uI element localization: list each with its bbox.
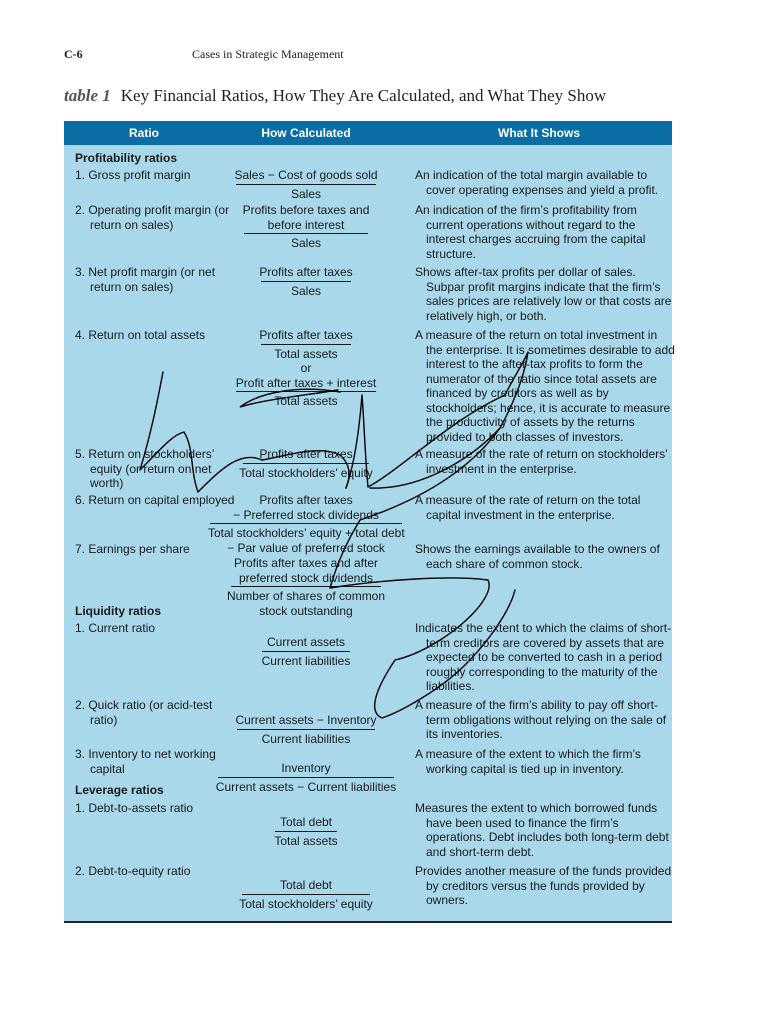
shows-net-profit-margin: Shows after-tax profits per dollar of sales. Subpar profit margins indicate that the firm’s sales prices are relatively low or that costs are relatively high, or both. (415, 265, 672, 323)
shows-gross-profit-margin: An indication of the total margin available to cover operating expenses and yield a profit. (415, 168, 659, 197)
formula-numerator: Current assets − Inventory (235, 713, 377, 727)
shows-inventory-to-working-capital: A measure of the extent to which the firm’s working capital is tied up in inventory. (415, 747, 641, 776)
ratio-quick-ratio: 2. Quick ratio (or acid-test ratio) (75, 698, 213, 727)
table-title (64, 86, 606, 106)
fraction-bar (261, 344, 351, 345)
fraction-bar (244, 233, 368, 234)
ratio-debt-to-equity: 2. Debt-to-equity ratio (75, 864, 191, 878)
section-profitability: Profitability ratios (75, 151, 178, 165)
fraction-bar (275, 831, 337, 832)
fraction-bar (236, 391, 376, 392)
fraction-bar (236, 184, 376, 185)
formula-numerator-cont: − Preferred stock dividends (233, 507, 379, 522)
formula-numerator: Profits after taxes (259, 447, 353, 461)
formula-denominator: Sales (290, 236, 322, 250)
formula-denominator: Sales (290, 283, 322, 298)
column-header-how: How Calculated (261, 126, 351, 140)
ratio-gross-profit-margin: 1. Gross profit margin (75, 168, 191, 182)
formula-denominator: Total stockholders’ equity (239, 465, 373, 480)
formula-inventory-to-working-capital (208, 761, 404, 794)
table-label: table 1 (64, 86, 111, 105)
formula-gross-profit-margin (208, 168, 404, 201)
shows-earnings-per-share: Shows the earnings available to the owners of each share of common stock. (415, 542, 660, 571)
fraction-bar (231, 586, 381, 587)
shows-return-on-equity: A measure of the rate of return on stockholders’ investment in the enterprise. (415, 447, 668, 476)
formula-numerator: Profits after taxes (259, 328, 353, 342)
shows-quick-ratio: A measure of the firm’s ability to pay off short-term obligations without relying on the sale of its inventories. (415, 698, 667, 741)
ratio-net-profit-margin: 3. Net profit margin (or net return on sales) (75, 265, 216, 294)
shows-operating-profit-margin: An indication of the firm’s profitability from current operations without regard to the interest charges accruing from the capital structure. (415, 203, 646, 261)
ratios-table (64, 121, 675, 923)
formula-denominator: Current assets − Current liabilities (215, 779, 397, 794)
fraction-bar (261, 281, 351, 282)
section-liquidity: Liquidity ratios (75, 604, 162, 618)
formula-net-profit-margin (208, 265, 404, 298)
shows-return-on-capital-employed: A measure of the rate of return on the total capital investment in the enterprise. (415, 493, 641, 522)
formula-denominator: Total assets (274, 833, 338, 848)
formula-or: or (300, 361, 312, 375)
ratio-return-on-total-assets: 4. Return on total assets (75, 328, 206, 342)
fraction-bar (210, 523, 402, 524)
formula-denominator: Total stockholders’ equity + total debt (208, 526, 405, 540)
formula-debt-to-equity (208, 878, 404, 911)
formula-numerator: Profits after taxes (259, 265, 353, 279)
formula-denominator: Sales (290, 186, 322, 201)
column-header-ratio: Ratio (129, 126, 159, 140)
ratio-return-on-equity: 5. Return on stockholders’ equity (or return on net worth) (75, 447, 214, 490)
formula-debt-to-assets (208, 815, 404, 848)
formula-return-on-equity (208, 447, 404, 480)
table-title-text: Key Financial Ratios, How They Are Calculated, and What They Show (120, 86, 607, 105)
fraction-bar (262, 651, 350, 652)
formula-current-ratio (208, 635, 404, 668)
fraction-bar (242, 894, 370, 895)
ratio-operating-profit-margin: 2. Operating profit margin (or return on sales) (75, 203, 230, 232)
formula-numerator: Profits after taxes (259, 493, 353, 507)
formula-denominator: Total assets (274, 346, 338, 361)
shows-debt-to-assets: Measures the extent to which borrowed funds have been used to finance the firm’s operations. Debt includes both long-term debt and short-term debt. (415, 801, 669, 859)
formula-earnings-per-share (208, 556, 404, 618)
formula-numerator: Total debt (279, 815, 333, 829)
formula-numerator: Sales − Cost of goods sold (234, 168, 378, 182)
formula-denominator: Number of shares of common (226, 589, 386, 603)
column-header-shows: What It Shows (498, 126, 580, 140)
formula-denominator-cont: stock outstanding (259, 603, 353, 618)
fraction-bar (237, 729, 375, 730)
formula-denominator-cont: − Par value of preferred stock (227, 540, 385, 555)
formula-numerator-alt: Profit after taxes + interest (235, 375, 377, 390)
formula-denominator: Current liabilities (261, 731, 351, 746)
shows-return-on-total-assets: A measure of the return on total investment in the enterprise. It is sometimes desirable to add interest to the after-tax profits to form the numerator of the ratio since total assets are financed by creditors as well as by stockholders; hence, it is accurate to measure the productivity of assets by the returns provided to both classes of investors. (415, 328, 675, 444)
formula-denominator: Current liabilities (261, 653, 351, 668)
page-number: C-6 (64, 47, 83, 61)
shows-debt-to-equity: Provides another measure of the funds provided by creditors versus the funds provided by owners. (415, 864, 672, 907)
section-leverage: Leverage ratios (75, 783, 164, 797)
formula-quick-ratio (208, 713, 404, 746)
formula-numerator: Total debt (279, 878, 333, 892)
shows-current-ratio: Indicates the extent to which the claims of short-term creditors are covered by assets that are expected to be converted to cash in a period roughly corresponding to the maturity of the liabilities. (415, 621, 672, 693)
formula-denominator-alt: Total assets (274, 394, 338, 408)
page-header (64, 47, 344, 62)
fraction-bar (218, 777, 394, 778)
ratio-debt-to-assets: 1. Debt-to-assets ratio (75, 801, 194, 815)
book-title: Cases in Strategic Management (192, 47, 344, 61)
formula-denominator: Total stockholders’ equity (239, 896, 373, 911)
formula-numerator: Profits after taxes and after (233, 556, 379, 570)
formula-return-on-total-assets (208, 328, 404, 409)
ratio-earnings-per-share: 7. Earnings per share (75, 542, 190, 556)
ratio-inventory-to-working-capital: 3. Inventory to net working capital (75, 747, 216, 776)
ratio-current-ratio: 1. Current ratio (75, 621, 156, 635)
formula-numerator: Profits before taxes and (242, 203, 370, 217)
formula-numerator-cont: before interest (267, 217, 345, 232)
ratio-return-on-capital-employed: 6. Return on capital employed (75, 493, 235, 507)
formula-numerator-cont: preferred stock dividends (238, 570, 374, 585)
formula-operating-profit-margin (208, 203, 404, 251)
fraction-bar (243, 463, 369, 464)
table-header (64, 121, 672, 145)
formula-numerator: Current assets (266, 635, 346, 649)
formula-numerator: Inventory (281, 761, 331, 775)
